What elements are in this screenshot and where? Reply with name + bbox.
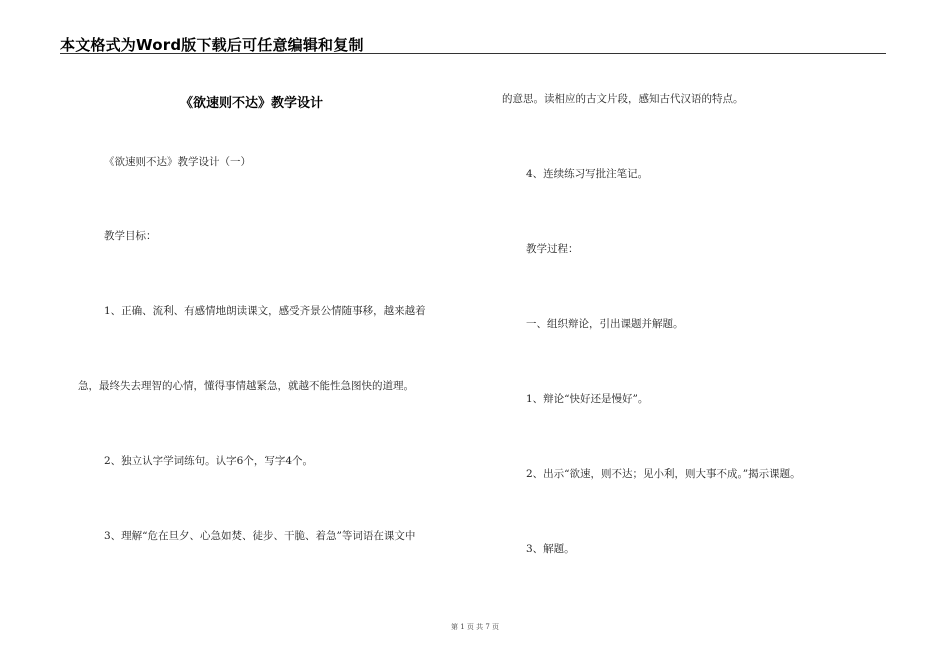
left-line-objective-1: 1、正确、流利、有感情地朗读课文，感受齐景公情随事移，越来越着 bbox=[104, 305, 426, 317]
left-line-objective-3: 3、理解“危在旦夕、心急如焚、徒步、干脆、着急”等词语在课文中 bbox=[104, 530, 416, 542]
left-line-objective-2: 2、独立认字学词练句。认字6个，写字4个。 bbox=[104, 455, 314, 467]
right-line-process-heading: 教学过程： bbox=[526, 243, 579, 255]
document-title: 《欲速则不达》教学设计 bbox=[180, 96, 324, 111]
left-line-objectives-heading: 教学目标： bbox=[104, 230, 157, 242]
page-number-footer: 第 1 页 共 7 页 bbox=[450, 623, 500, 631]
header-divider bbox=[60, 53, 886, 54]
right-line-step-1-2: 2、出示“欲速，则不达；见小利，则大事不成。”揭示课题。 bbox=[526, 468, 801, 480]
right-line-objective-4: 4、连续练习写批注笔记。 bbox=[526, 168, 649, 180]
left-line-subtitle: 《欲速则不达》教学设计（一） bbox=[104, 156, 251, 168]
right-line-objective-3-cont: 的意思。读相应的古文片段，感知古代汉语的特点。 bbox=[502, 93, 744, 105]
left-line-objective-1-cont: 急，最终失去理智的心情，懂得事情越紧急，就越不能性急图快的道理。 bbox=[78, 380, 414, 392]
right-line-step-1-1: 1、辩论“快好还是慢好”。 bbox=[526, 393, 649, 405]
right-line-step-1-3: 3、解题。 bbox=[526, 543, 575, 555]
page-header: 本文格式为Word版下载后可任意编辑和复制 bbox=[60, 36, 364, 54]
right-line-step-1: 一、组织辩论，引出课题并解题。 bbox=[526, 318, 684, 330]
